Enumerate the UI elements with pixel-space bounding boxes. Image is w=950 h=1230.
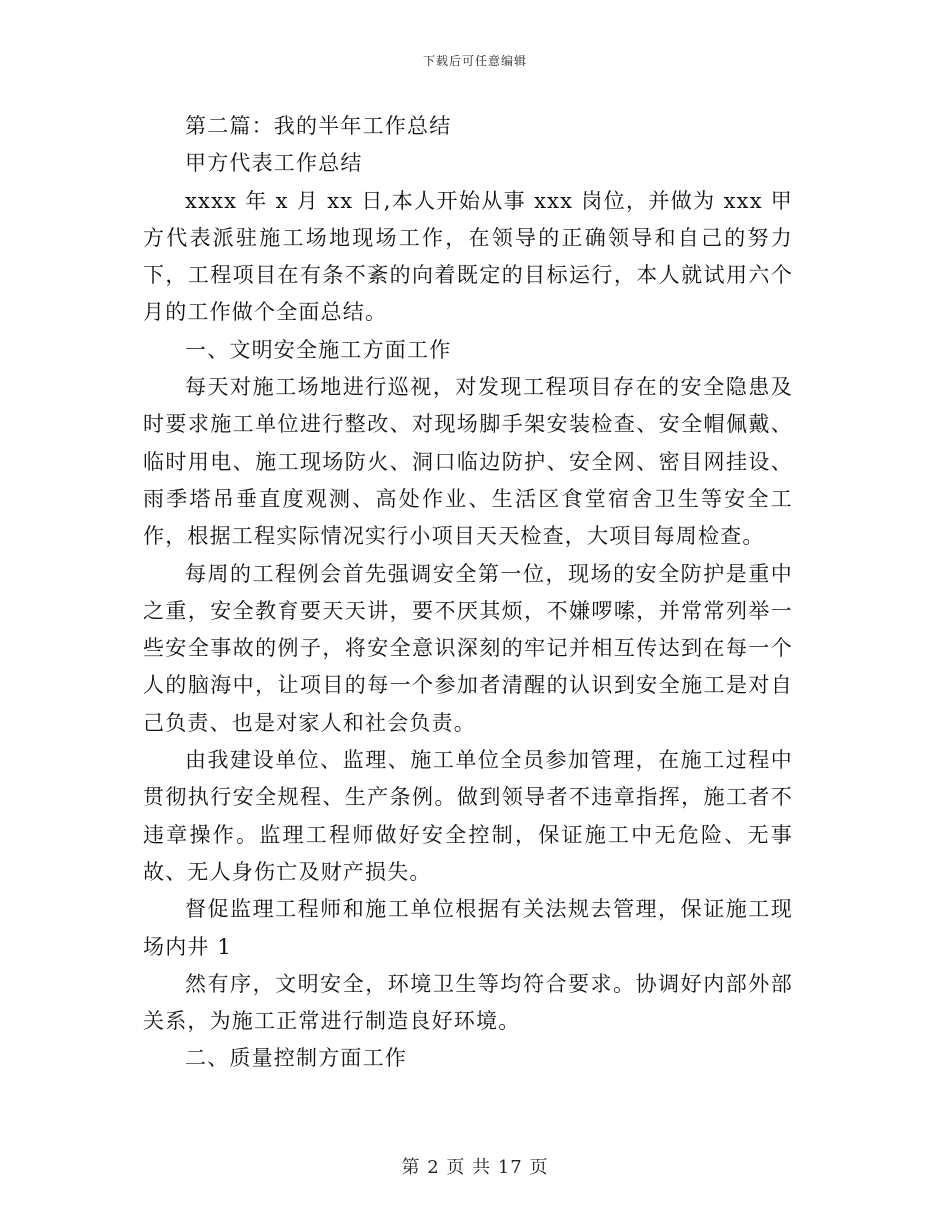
body-paragraph: 然有序，文明安全，环境卫生等均符合要求。协调好内部外部关系，为施工正常进行制造良好环境。 [143,971,793,1034]
section-heading: 二、质量控制方面工作 [185,1046,407,1071]
section-heading: 一、文明安全施工方面工作 [185,337,452,362]
body-paragraph: 督促监理工程师和施工单位根据有关法规去管理，保证施工现场内井 1 [143,897,793,959]
body-paragraph: 每天对施工场地进行巡视，对发现工程项目存在的安全隐患及时要求施工单位进行整改、对现场脚手架安装检查、安全帽佩戴、临时用电、施工现场防火、洞口临边防护、安全网、密目网挂设、雨季塔吊垂直度观测、高处作业、生活区食堂宿舍卫生等安全工作，根据工程实际情况实行小项目天天检查，大项目每周检查。 [143,375,793,549]
document-subtitle: 甲方代表工作总结 [185,151,363,176]
document-body [143,108,793,1078]
body-paragraph: 每周的工程例会首先强调安全第一位，现场的安全防护是重中之重，安全教育要天天讲，要不厌其烦，不嫌啰嗦，并常常列举一些安全事故的例子，将安全意识深刻的牢记并相互传达到在每一个人的脑海中，让项目的每一个参加者清醒的认识到安全施工是对自己负责、也是对家人和社会负责。 [143,561,793,735]
section-title: 第二篇：我的半年工作总结 [185,114,452,138]
body-paragraph: xxxx 年 x 月 xx 日,本人开始从事 xxx 岗位，并做为 xxx 甲方代表派驻施工场地现场工作，在领导的正确领导和自己的努力下，工程项目在有条不紊的向着既定的目标运行，本人就试用六个月的工作做个全面总结。 [143,188,793,325]
page-header: 下载后可任意编辑 [422,54,527,68]
body-paragraph: 由我建设单位、监理、施工单位全员参加管理，在施工过程中贯彻执行安全规程、生产条例。做到领导者不违章指挥，施工者不违章操作。监理工程师做好安全控制，保证施工中无危险、无事故、无人身伤亡及财产损失。 [143,748,793,884]
page-number: 第 2 页 共 17 页 [401,1157,549,1178]
